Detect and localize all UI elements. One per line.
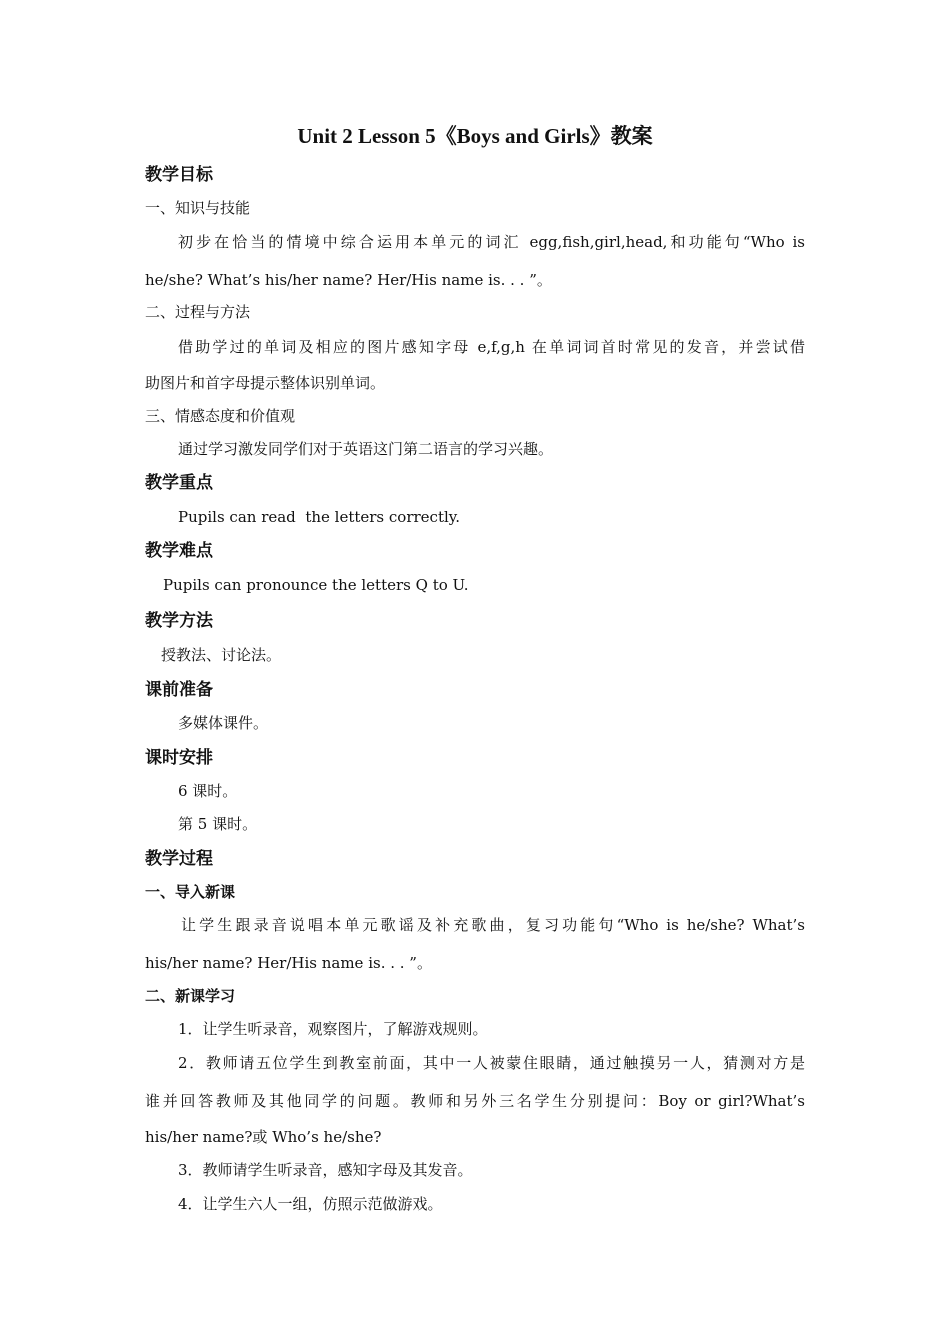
step-2-line-1: 2．教师请五位学生到教室前面，其中一人被蒙住眼睛，通过触摸另一人，猜测对方是: [178, 1054, 805, 1072]
subheading-new-lesson: 二、新课学习: [145, 987, 236, 1005]
preparation-text: 多媒体课件。: [178, 714, 269, 732]
step-4-text: 4．让学生六人一组，仿照示范做游戏。: [178, 1195, 443, 1213]
objective-1-line-2: he/she? What’s his/her name? Her/His name is. . . ”。: [145, 271, 552, 289]
key-points-text: Pupils can read the letters correctly.: [178, 508, 461, 526]
difficulties-text: Pupils can pronounce the letters Q to U.: [163, 576, 469, 594]
heading-teaching-methods: 教学方法: [145, 611, 213, 631]
heading-preparation: 课前准备: [145, 680, 213, 700]
subheading-knowledge-skills: 一、知识与技能: [145, 199, 251, 217]
objective-1-line-1: 初步在恰当的情境中综合运用本单元的词汇 egg,fish,girl,head,和功能句“Who is: [178, 233, 805, 251]
heading-teaching-objectives: 教学目标: [145, 165, 213, 185]
step-3-text: 3．教师请学生听录音，感知字母及其发音。: [178, 1161, 473, 1179]
lead-in-line-1: 让学生跟录音说唱本单元歌谣及补充歌曲，复习功能句“Who is he/she? What’s: [181, 916, 805, 934]
heading-key-points: 教学重点: [145, 473, 213, 493]
subheading-emotion-values: 三、情感态度和价值观: [145, 407, 296, 425]
objective-2-line-2: 助图片和首字母提示整体识别单词。: [145, 374, 386, 392]
schedule-line-2: 第 5 课时。: [178, 815, 258, 833]
objective-2-line-1: 借助学过的单词及相应的图片感知字母 e,f,g,h 在单词词首时常见的发音，并尝试借: [178, 338, 805, 356]
subheading-process-method: 二、过程与方法: [145, 303, 251, 321]
lead-in-line-2: his/her name? Her/His name is. . . ”。: [145, 954, 432, 972]
schedule-line-1: 6 课时。: [178, 782, 238, 800]
step-1-text: 1．让学生听录音，观察图片，了解游戏规则。: [178, 1020, 488, 1038]
step-2-line-3: his/her name?或 Who’s he/she?: [145, 1128, 382, 1146]
heading-teaching-process: 教学过程: [145, 849, 213, 869]
subheading-lead-in: 一、导入新课: [145, 883, 236, 901]
heading-schedule: 课时安排: [145, 748, 213, 768]
heading-difficulties: 教学难点: [145, 541, 213, 561]
step-2-line-2: 谁并回答教师及其他同学的问题。教师和另外三名学生分别提问：Boy or girl?What’s: [145, 1092, 805, 1110]
teaching-methods-text: 授教法、讨论法。: [161, 646, 282, 664]
document-title: Unit 2 Lesson 5《Boys and Girls》教案: [297, 124, 653, 148]
objective-3-text: 通过学习激发同学们对于英语这门第二语言的学习兴趣。: [178, 440, 554, 458]
